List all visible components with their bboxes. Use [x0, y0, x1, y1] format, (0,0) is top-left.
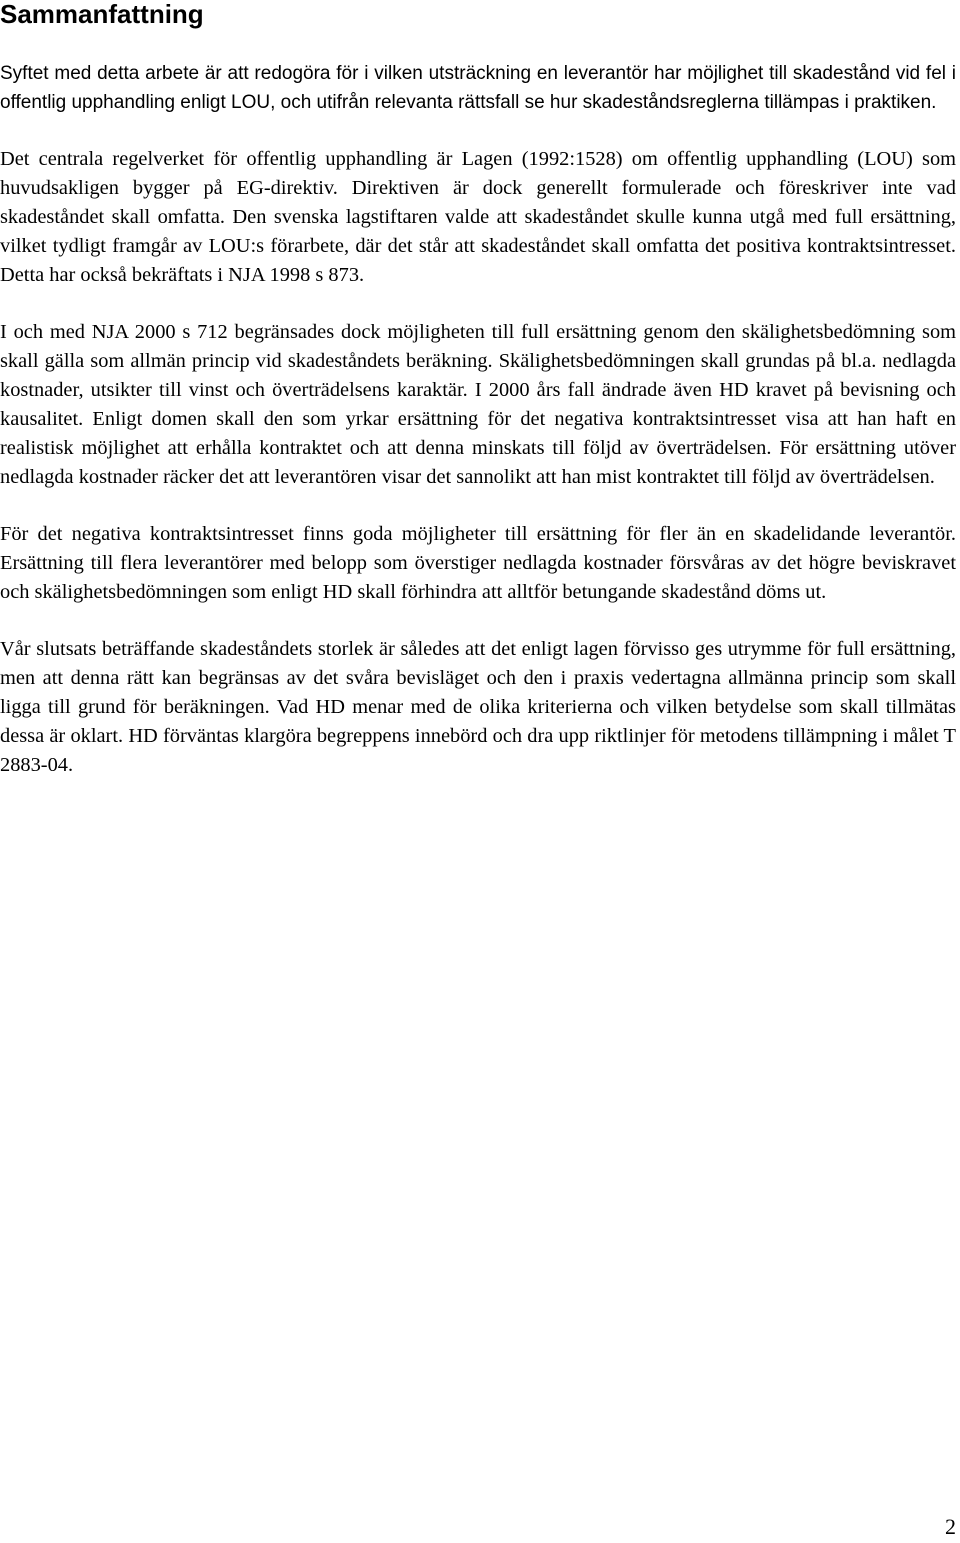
paragraph-conclusion: Vår slutsats beträffande skadeståndets storlek är således att det enligt lagen förvisso ges utrymme för full ersättning, men att denna rätt kan begränsas av det svåra bevisläget och den i praxis vedertagna allmänna princip som skall ligga till grund för beräkningen. Vad HD menar med de olika kriterierna och vilken betydelse som skall tillmätas dessa är oklart. HD förväntas klargöra begreppens innebörd och dra upp riktlinjer för metodens tillämpning i målet T 2883-04. — [0, 638, 956, 776]
paragraph-case-law: I och med NJA 2000 s 712 begränsades dock möjligheten till full ersättning genom den skälighetsbedömning som skall gälla som allmän princip vid skadeståndets beräkning. Skälighetsbedömningen skall grundas på bl.a. nedlagda kostnader, utsikter till vinst och överträdelsens karaktär. I 2000 års fall ändrade även HD kravet på bevisning och kausalitet. Enligt domen skall den som yrkar ersättning för det negativa kontraktsintresset visa att han haft en realistisk möjlighet att erhålla kontraktet och att denna minskats till följd av överträdelsen. För ersättning utöver nedlagda kostnader räcker det att leverantören visar det sannolikt att han mist kontraktet till följd av överträdelsen. — [0, 321, 956, 488]
paragraph-regulation: Det centrala regelverket för offentlig upphandling är Lagen (1992:1528) om offentlig upphandling (LOU) som huvudsakligen bygger på EG-direktiv. Direktiven är dock generellt formulerade och föreskriver inte vad skadeståndet skall omfatta. Den svenska lagstiftaren valde att skadeståndet skulle kunna utgå med full ersättning, vilket tydligt framgår av LOU:s förarbete, där det står att skadeståndet skall omfatta det positiva kontraktsintresset. Detta har också bekräftats i NJA 1998 s 873. — [0, 148, 956, 286]
document-body — [0, 59, 956, 808]
paragraph-negative-interest: För det negativa kontraktsintresset finns goda möjligheter till ersättning för fler än en skadelidande leverantör. Ersättning till flera leverantörer med belopp som överstiger nedlagda kostnader försvåras av det högre beviskravet och skälighetsbedömningen som enligt HD skall förhindra att alltför betungande skadestånd döms ut. — [0, 523, 956, 603]
page-number: 2 — [945, 1514, 956, 1539]
section-heading: Sammanfattning — [0, 0, 204, 29]
paragraph-purpose: Syftet med detta arbete är att redogöra för i vilken utsträckning en leverantör har möjlighet till skadestånd vid fel i offentlig upphandling enligt LOU, och utifrån relevanta rättsfall se hur skadeståndsreglerna tillämpas i praktiken. — [0, 63, 956, 113]
